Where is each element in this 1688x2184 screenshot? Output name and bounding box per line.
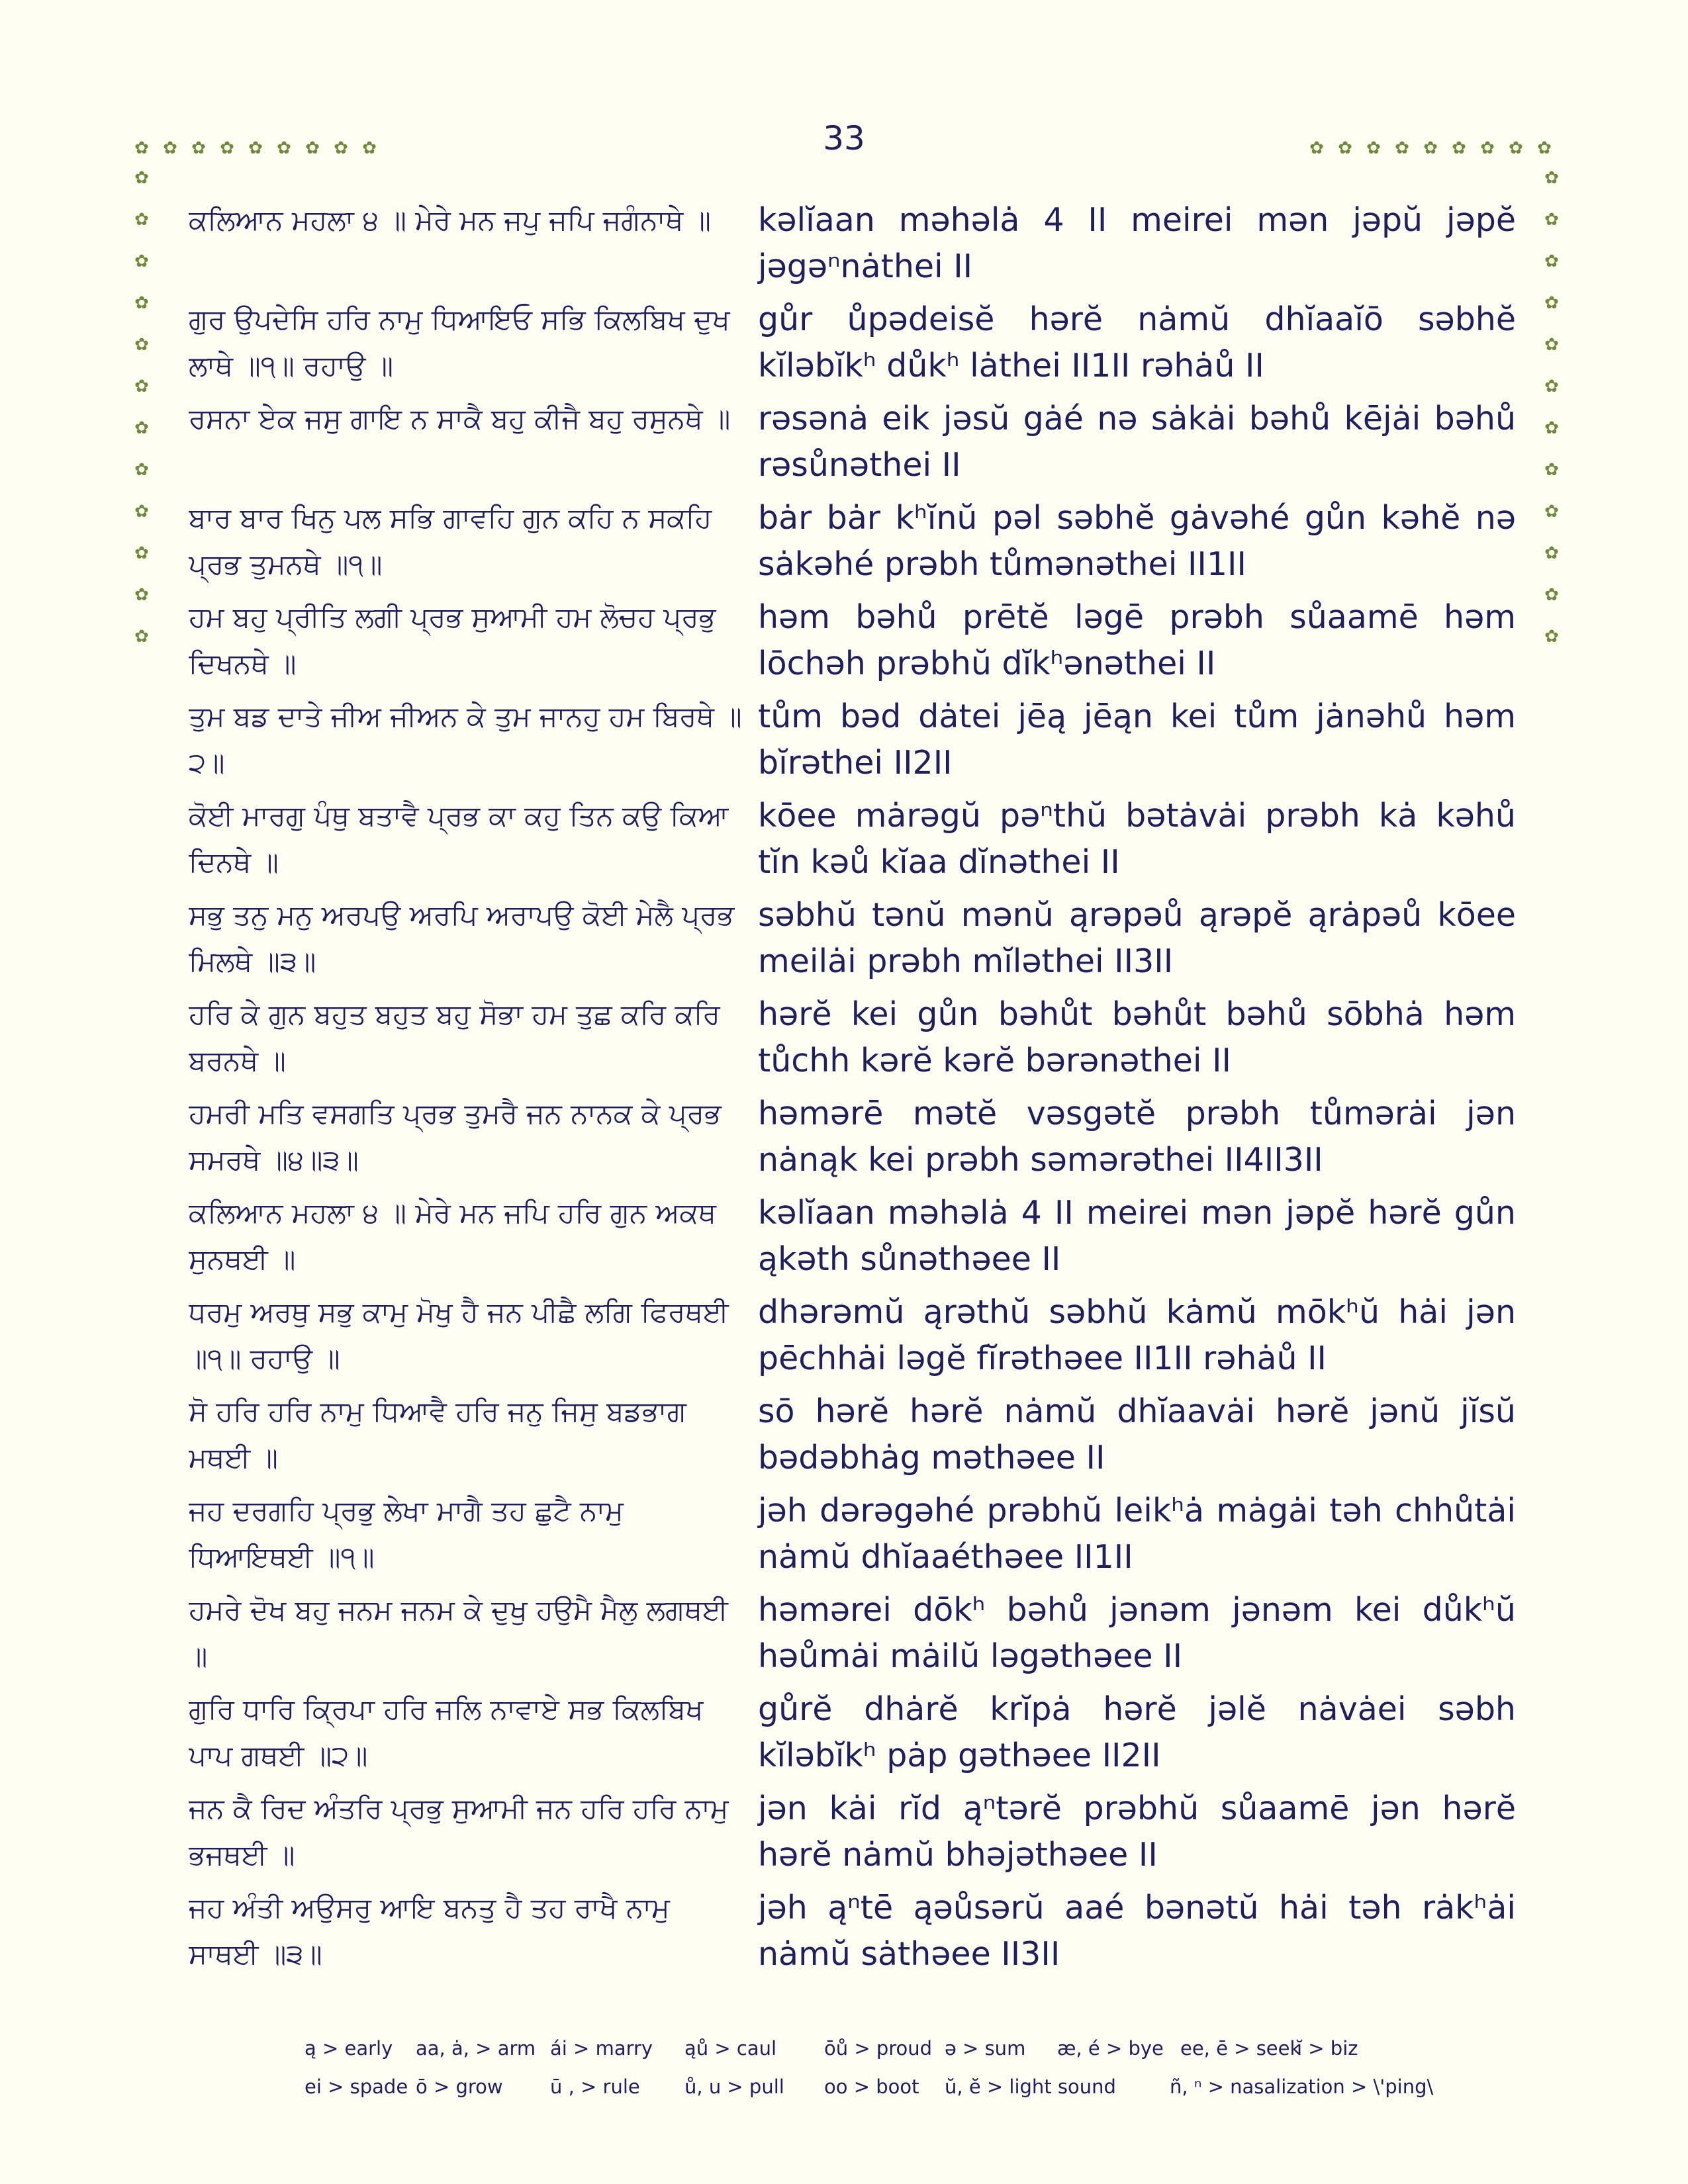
verse-row xyxy=(189,1587,1516,1686)
gurmukhi-text: ਕਲਿਆਨ ਮਹਲਾ ੪ ॥ ਮੇਰੇ ਮਨ ਜਪਿ ਹਰਿ ਗੁਨ ਅਕਥ ਸੁਨਥਈ ॥ xyxy=(189,1197,716,1275)
verse-row xyxy=(189,1091,1516,1190)
transliteration-text: jəh ąⁿtē ąəůsərŭ aaé bənətŭ hȧi təh rȧkʰȧi nȧmŭ sȧthəee II3II xyxy=(758,1889,1516,1973)
transliteration-text: rəsənȧ eik jəsŭ gȧé nə sȧkȧi bəhů kējȧi bəhů rəsůnəthei II xyxy=(758,400,1516,484)
flower-icon: ✿ xyxy=(1537,138,1552,158)
gurmukhi-text: ਕਲਿਆਨ ਮਹਲਾ ੪ ॥ ਮੇਰੇ ਮਨ ਜਪੁ ਜਪਿ ਜਗੰਨਾਥੇ ॥ xyxy=(189,204,711,236)
flower-icon: ✿ xyxy=(1544,335,1559,355)
flower-icon: ✿ xyxy=(1544,585,1559,605)
gurmukhi-text: ਹਰਿ ਕੇ ਗੁਨ ਬਹੁਤ ਬਹੁਤ ਬਹੁ ਸੋਭਾ ਹਮ ਤੁਛ ਕਰਿ ਕਰਿ ਬਰਨਥੇ ॥ xyxy=(189,998,720,1077)
flower-icon: ✿ xyxy=(134,377,149,396)
key-item: ee, ē > seek xyxy=(1180,2037,1301,2060)
flower-icon: ✿ xyxy=(362,138,377,158)
verse-row xyxy=(189,1488,1516,1587)
flower-icon: ✿ xyxy=(1452,138,1466,158)
key-item: ĭ > biz xyxy=(1297,2037,1358,2060)
flower-icon: ✿ xyxy=(1544,293,1559,313)
verse-table xyxy=(189,197,1516,1984)
flower-icon: ✿ xyxy=(1480,138,1495,158)
transliteration-text: dhərəmŭ ąrəthŭ səbhŭ kȧmŭ mōkʰŭ hȧi jən pēchhȧi ləgĕ fĭrəthəee II1II rəhȧů II xyxy=(758,1293,1516,1377)
verse-row xyxy=(189,197,1516,296)
flower-icon: ✿ xyxy=(1544,210,1559,230)
flower-icon: ✿ xyxy=(1423,138,1438,158)
key-item: ą > early xyxy=(305,2037,393,2060)
flower-icon: ✿ xyxy=(1544,377,1559,396)
transliteration-text: həm bəhů prētĕ ləgē prəbh sůaamē həm lōchəh prəbhŭ dĭkʰənəthei II xyxy=(758,598,1516,682)
key-item: ů, u > pull xyxy=(684,2075,784,2098)
transliteration-text: gůrĕ dhȧrĕ krĭpȧ hərĕ jəlĕ nȧvȧei səbh kĭləbĭkʰ pȧp gəthəee II2II xyxy=(758,1690,1516,1774)
verse-row xyxy=(189,991,1516,1091)
flower-icon: ✿ xyxy=(134,418,149,438)
gurmukhi-text: ਬਾਰ ਬਾਰ ਖਿਨੁ ਪਲ ਸਭਿ ਗਾਵਹਿ ਗੁਨ ਕਹਿ ਨ ਸਕਹਿ ਪ੍ਰਭ ਤੁਮਨਥੇ ॥੧॥ xyxy=(189,502,712,580)
verse-row xyxy=(189,1388,1516,1488)
flower-icon: ✿ xyxy=(134,168,149,188)
key-row xyxy=(305,2075,1483,2114)
transliteration-text: gůr ůpədeisĕ hərĕ nȧmŭ dhĭaaĭō səbhĕ kĭləbĭkʰ důkʰ lȧthei II1II rəhȧů II xyxy=(758,300,1516,385)
transliteration-text: kəlĭaan məhəlȧ 4 II meirei mən jəpĕ hərĕ gůn ąkəth sůnəthəee II xyxy=(758,1194,1516,1278)
gurmukhi-text: ਜਹ ਦਰਗਹਿ ਪ੍ਰਭੁ ਲੇਖਾ ਮਾਗੈ ਤਹ ਛੁਟੈ ਨਾਮੁ ਧਿਆਇਥਈ ॥੧॥ xyxy=(189,1494,624,1573)
key-item: ə > sum xyxy=(945,2037,1026,2060)
gurmukhi-text: ਜਹ ਅੰਤੀ ਅਉਸਰੁ ਆਇ ਬਨਤੁ ਹੈ ਤਹ ਰਾਖੈ ਨਾਮੁ ਸਾਥਈ ॥੩॥ xyxy=(189,1891,670,1970)
verse-row xyxy=(189,694,1516,793)
flower-icon: ✿ xyxy=(248,138,263,158)
flower-icon: ✿ xyxy=(134,293,149,313)
key-item: ōů > proud xyxy=(824,2037,933,2060)
flower-icon: ✿ xyxy=(134,543,149,563)
flower-icon: ✿ xyxy=(1544,418,1559,438)
transliteration-text: həmərē mətĕ vəsgətĕ prəbh tůmərȧi jən nȧnąk kei prəbh səmərəthei II4II3II xyxy=(758,1095,1516,1179)
verse-row xyxy=(189,495,1516,594)
gurmukhi-text: ਧਰਮੁ ਅਰਥੁ ਸਭੁ ਕਾਮੁ ਮੋਖੁ ਹੈ ਜਨ ਪੀਛੈ ਲਗਿ ਫਿਰਥਈ ॥੧॥ ਰਹਾਉ ॥ xyxy=(189,1296,729,1375)
key-item: ñ, ⁿ > nasalization > \'ping\ xyxy=(1170,2075,1434,2098)
key-item: ŭ, ĕ > light sound xyxy=(945,2075,1116,2098)
gurmukhi-text: ਰਸਨਾ ਏਕ ਜਸੁ ਗਾਇ ਨ ਸਾਕੈ ਬਹੁ ਕੀਜੈ ਬਹੁ ਰਸੁਨਥੇ ॥ xyxy=(189,402,731,435)
flower-icon: ✿ xyxy=(1544,460,1559,480)
flower-icon: ✿ xyxy=(1366,138,1381,158)
transliteration-text: kəlĭaan məhəlȧ 4 II meirei mən jəpŭ jəpĕ jəgəⁿnȧthei II xyxy=(758,201,1516,285)
verse-row xyxy=(189,1885,1516,1984)
key-item: ąů > caul xyxy=(684,2037,777,2060)
flower-icon: ✿ xyxy=(1395,138,1409,158)
flower-icon: ✿ xyxy=(134,210,149,230)
transliteration-text: sō hərĕ hərĕ nȧmŭ dhĭaavȧi hərĕ jənŭ jĭsŭ bədəbhȧg məthəee II xyxy=(758,1392,1516,1477)
gurmukhi-text: ਜਨ ਕੈ ਰਿਦ ਅੰਤਰਿ ਪ੍ਰਭੁ ਸੁਆਮੀ ਜਨ ਹਰਿ ਹਰਿ ਨਾਮੁ ਭਜਥਈ ॥ xyxy=(189,1792,729,1871)
flower-icon: ✿ xyxy=(1338,138,1352,158)
flower-icon: ✿ xyxy=(1309,138,1324,158)
verse-row xyxy=(189,793,1516,892)
transliteration-text: hərĕ kei gůn bəhůt bəhůt bəhů sōbhȧ həm tůchh kərĕ kərĕ bərənəthei II xyxy=(758,995,1516,1079)
flower-icon: ✿ xyxy=(134,627,149,647)
gurmukhi-text: ਹਮਰੇ ਦੋਖ ਬਹੁ ਜਨਮ ਜਨਮ ਕੇ ਦੁਖੁ ਹਉਮੈ ਮੈਲੁ ਲਗਥਈ ॥ xyxy=(189,1594,728,1672)
verse-row xyxy=(189,396,1516,495)
flower-icon: ✿ xyxy=(1509,138,1523,158)
flower-icon: ✿ xyxy=(191,138,206,158)
verse-row xyxy=(189,1686,1516,1786)
flower-icon: ✿ xyxy=(134,460,149,480)
flower-icon: ✿ xyxy=(163,138,177,158)
key-item: ō > grow xyxy=(416,2075,503,2098)
verse-row xyxy=(189,296,1516,396)
transliteration-text: həmərei dōkʰ bəhů jənəm jənəm kei důkʰŭ həůmȧi mȧilŭ ləgəthəee II xyxy=(758,1591,1516,1675)
gurmukhi-text: ਗੁਰਿ ਧਾਰਿ ਕ੍ਰਿਪਾ ਹਰਿ ਜਲਿ ਨਾਵਾਏ ਸਭ ਕਿਲਬਿਖ ਪਾਪ ਗਥਈ ॥੨॥ xyxy=(189,1693,704,1772)
key-item: oo > boot xyxy=(824,2075,919,2098)
flower-icon: ✿ xyxy=(134,502,149,522)
flower-icon: ✿ xyxy=(134,138,149,158)
key-item: ái > marry xyxy=(550,2037,653,2060)
flower-icon: ✿ xyxy=(1544,502,1559,522)
verse-row xyxy=(189,1289,1516,1388)
key-row xyxy=(305,2037,1483,2075)
verse-row xyxy=(189,1786,1516,1885)
key-item: ei > spade xyxy=(305,2075,408,2098)
transliteration-text: səbhŭ tənŭ mənŭ ąrəpəů ąrəpĕ ąrȧpəů kōee meilȧi prəbh mĭləthei II3II xyxy=(758,896,1516,980)
verse-row xyxy=(189,1190,1516,1289)
gurmukhi-text: ਹਮਰੀ ਮਤਿ ਵਸਗਤਿ ਪ੍ਰਭ ਤੁਮਰੈ ਜਨ ਨਾਨਕ ਕੇ ਪ੍ਰਭ ਸਮਰਥੇ ॥੪॥੩॥ xyxy=(189,1097,722,1176)
gurmukhi-text: ਕੋਈ ਮਾਰਗੁ ਪੰਥੁ ਬਤਾਵੈ ਪ੍ਰਭ ਕਾ ਕਹੁ ਤਿਨ ਕਉ ਕਿਆ ਦਿਨਥੇ ॥ xyxy=(189,799,729,878)
flower-icon: ✿ xyxy=(1544,168,1559,188)
page-number: 33 xyxy=(823,119,865,158)
transliteration-text: jən kȧi rĭd ąⁿtərĕ prəbhŭ sůaamē jən hərĕ hərĕ nȧmŭ bhəjəthəee II xyxy=(758,1790,1516,1874)
flower-icon: ✿ xyxy=(1544,251,1559,271)
flower-icon: ✿ xyxy=(1544,627,1559,647)
key-item: æ, é > bye xyxy=(1057,2037,1164,2060)
flower-icon: ✿ xyxy=(1544,543,1559,563)
key-item: aa, ȧ, > arm xyxy=(416,2037,536,2060)
transliteration-text: bȧr bȧr kʰĭnŭ pəl səbhĕ gȧvəhé gůn kəhĕ nə sȧkəhé prəbh tůmənəthei II1II xyxy=(758,499,1516,583)
gurmukhi-text: ਸੋ ਹਰਿ ਹਰਿ ਨਾਮੁ ਧਿਆਵੈ ਹਰਿ ਜਨੁ ਜਿਸੁ ਬਡਭਾਗ ਮਥਈ ॥ xyxy=(189,1395,686,1474)
gurmukhi-text: ਗੁਰ ਉਪਦੇਸਿ ਹਰਿ ਨਾਮੁ ਧਿਆਇਓ ਸਭਿ ਕਿਲਬਿਖ ਦੁਖ ਲਾਥੇ ॥੧॥ ਰਹਾਉ ॥ xyxy=(189,303,730,382)
flower-icon: ✿ xyxy=(220,138,234,158)
transliteration-text: tům bəd dȧtei jēą jēąn kei tům jȧnəhů həm bĭrəthei II2II xyxy=(758,698,1516,782)
gurmukhi-text: ਤੁਮ ਬਡ ਦਾਤੇ ਜੀਅ ਜੀਅਨ ਕੇ ਤੁਮ ਜਾਨਹੁ ਹਮ ਬਿਰਥੇ ॥੨॥ xyxy=(189,700,742,779)
flower-icon: ✿ xyxy=(305,138,320,158)
verse-row xyxy=(189,594,1516,694)
flower-icon: ✿ xyxy=(134,335,149,355)
verse-row xyxy=(189,892,1516,991)
pronunciation-key xyxy=(305,2037,1483,2114)
gurmukhi-text: ਸਭੁ ਤਨੁ ਮਨੁ ਅਰਪਉ ਅਰਪਿ ਅਰਾਪਉ ਕੋਈ ਮੇਲੈ ਪ੍ਰਭ ਮਿਲਥੇ ॥੩॥ xyxy=(189,899,735,978)
transliteration-text: kōee mȧrəgŭ pəⁿthŭ bətȧvȧi prəbh kȧ kəhů tĭn kəů kĭaa dĭnəthei II xyxy=(758,797,1516,881)
key-item: ū , > rule xyxy=(550,2075,640,2098)
flower-icon: ✿ xyxy=(134,585,149,605)
transliteration-text: jəh dərəgəhé prəbhŭ leikʰȧ mȧgȧi təh chhůtȧi nȧmŭ dhĭaaéthəee II1II xyxy=(758,1492,1516,1576)
gurmukhi-text: ਹਮ ਬਹੁ ਪ੍ਰੀਤਿ ਲਗੀ ਪ੍ਰਭ ਸੁਆਮੀ ਹਮ ਲੋਚਹ ਪ੍ਰਭੁ ਦਿਖਨਥੇ ॥ xyxy=(189,601,716,680)
flower-icon: ✿ xyxy=(277,138,291,158)
flower-icon: ✿ xyxy=(334,138,348,158)
flower-icon: ✿ xyxy=(134,251,149,271)
